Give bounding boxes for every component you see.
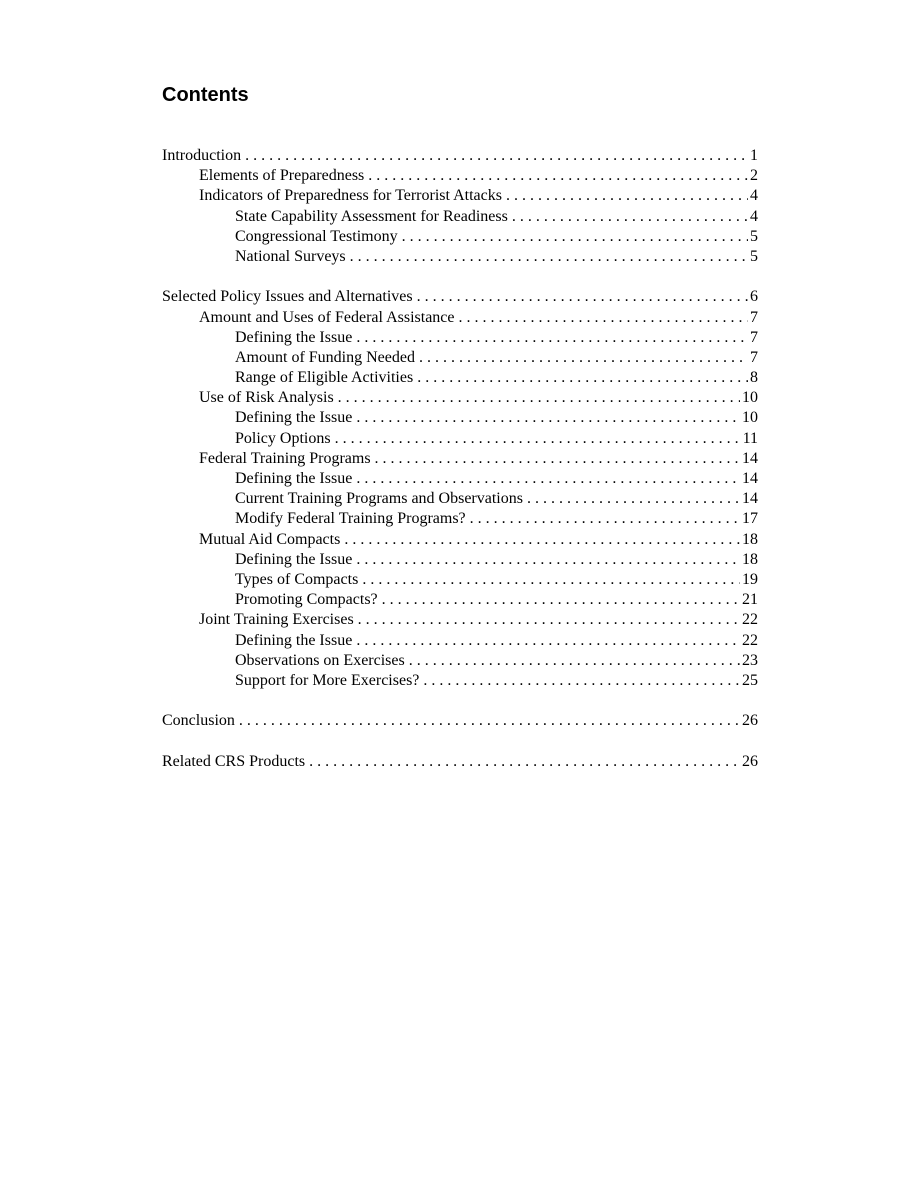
toc-section bbox=[162, 146, 758, 267]
toc-dot-leader bbox=[350, 247, 748, 267]
toc-dot-leader bbox=[245, 146, 748, 166]
toc-dot-leader bbox=[402, 227, 748, 247]
toc-entry[interactable] bbox=[162, 227, 758, 247]
toc-entry-title: Congressional Testimony bbox=[235, 227, 398, 245]
toc-entry[interactable] bbox=[162, 671, 758, 691]
toc-dot-leader bbox=[419, 348, 748, 368]
toc-page-number: 8 bbox=[750, 369, 758, 387]
toc-dot-leader bbox=[239, 711, 740, 731]
toc-entry-title: Amount of Funding Needed bbox=[235, 348, 415, 366]
toc-entry-title: Types of Compacts bbox=[235, 570, 359, 588]
toc-page-number: 11 bbox=[742, 429, 758, 447]
toc-page-number: 21 bbox=[742, 591, 758, 609]
toc-page-number: 26 bbox=[742, 712, 758, 730]
toc-page-number: 6 bbox=[750, 288, 758, 306]
toc-page-number: 14 bbox=[742, 470, 758, 487]
toc-section bbox=[162, 287, 758, 691]
toc-page-number: 26 bbox=[742, 752, 758, 770]
toc-dot-leader bbox=[358, 610, 740, 630]
toc-page-number: 10 bbox=[742, 389, 758, 407]
toc-dot-leader bbox=[309, 752, 740, 772]
toc-page-number: 7 bbox=[750, 328, 758, 346]
toc-dot-leader bbox=[409, 651, 740, 671]
toc-page-number: 10 bbox=[742, 409, 758, 427]
toc-page-number: 18 bbox=[742, 530, 758, 548]
toc-entry-title: Conclusion bbox=[162, 712, 235, 730]
toc-dot-leader bbox=[368, 166, 748, 186]
toc-entry[interactable] bbox=[162, 388, 758, 408]
toc-page-number: 2 bbox=[750, 167, 758, 185]
toc-dot-leader bbox=[375, 449, 740, 469]
toc-entry-title: Amount and Uses of Federal Assistance bbox=[199, 308, 455, 326]
toc-entry[interactable] bbox=[162, 186, 758, 206]
toc-page-number: 23 bbox=[742, 651, 758, 669]
toc-entry[interactable] bbox=[162, 631, 758, 651]
toc-dot-leader bbox=[382, 590, 740, 610]
toc-page-number: 22 bbox=[742, 631, 758, 649]
toc-page-number: 14 bbox=[742, 490, 758, 508]
toc-dot-leader bbox=[344, 530, 740, 550]
toc-entry[interactable] bbox=[162, 287, 758, 307]
toc-entry-title: State Capability Assessment for Readiness bbox=[235, 207, 508, 225]
page-title: Contents bbox=[162, 84, 249, 106]
toc-dot-leader bbox=[417, 287, 748, 307]
toc-dot-leader bbox=[338, 388, 740, 408]
toc-dot-leader bbox=[459, 308, 748, 328]
toc-dot-leader bbox=[527, 489, 740, 509]
toc-entry-title: Defining the Issue bbox=[235, 550, 353, 568]
toc-entry[interactable] bbox=[162, 651, 758, 671]
table-of-contents bbox=[162, 146, 758, 792]
toc-page-number: 4 bbox=[750, 207, 758, 225]
toc-entry-title: Current Training Programs and Observations bbox=[235, 490, 523, 508]
toc-entry[interactable] bbox=[162, 469, 758, 489]
toc-entry-title: Observations on Exercises bbox=[235, 651, 405, 669]
toc-entry-title: Range of Eligible Activities bbox=[235, 369, 414, 387]
toc-dot-leader bbox=[362, 570, 740, 590]
toc-page-number: 7 bbox=[750, 308, 758, 326]
toc-entry[interactable] bbox=[162, 449, 758, 469]
toc-entry[interactable] bbox=[162, 509, 758, 529]
toc-entry[interactable] bbox=[162, 711, 758, 731]
toc-entry-title: Mutual Aid Compacts bbox=[199, 530, 341, 548]
toc-entry-title: Related CRS Products bbox=[162, 752, 306, 770]
toc-entry[interactable] bbox=[162, 610, 758, 630]
toc-dot-leader bbox=[335, 429, 741, 449]
toc-page-number: 1 bbox=[750, 147, 758, 164]
toc-entry-title: Elements of Preparedness bbox=[199, 167, 365, 185]
toc-entry-title: Indicators of Preparedness for Terrorist Attacks bbox=[199, 187, 502, 205]
toc-entry-title: Defining the Issue bbox=[235, 631, 353, 649]
toc-entry[interactable] bbox=[162, 247, 758, 267]
toc-page-number: 17 bbox=[742, 510, 758, 528]
toc-entry-title: Defining the Issue bbox=[235, 328, 353, 346]
toc-entry-title: Federal Training Programs bbox=[199, 449, 371, 467]
toc-section bbox=[162, 752, 758, 772]
toc-dot-leader bbox=[470, 509, 740, 529]
toc-entry-title: Modify Federal Training Programs? bbox=[235, 510, 466, 528]
toc-page-number: 25 bbox=[742, 671, 758, 689]
toc-page-number: 5 bbox=[750, 227, 758, 245]
toc-entry-title: Promoting Compacts? bbox=[235, 591, 378, 609]
toc-entry-title: Selected Policy Issues and Alternatives bbox=[162, 288, 413, 306]
toc-page-number: 5 bbox=[750, 247, 758, 265]
toc-entry-title: Defining the Issue bbox=[235, 470, 353, 487]
toc-entry[interactable] bbox=[162, 368, 758, 388]
toc-entry[interactable] bbox=[162, 166, 758, 186]
toc-entry[interactable] bbox=[162, 308, 758, 328]
toc-page-number: 14 bbox=[742, 449, 758, 467]
toc-dot-leader bbox=[356, 408, 740, 428]
toc-entry[interactable] bbox=[162, 489, 758, 509]
toc-page-number: 18 bbox=[742, 550, 758, 568]
toc-entry[interactable] bbox=[162, 408, 758, 428]
toc-section bbox=[162, 711, 758, 731]
toc-dot-leader bbox=[356, 631, 740, 651]
toc-dot-leader bbox=[356, 469, 740, 489]
toc-entry[interactable] bbox=[162, 328, 758, 348]
toc-entry-title: Joint Training Exercises bbox=[199, 611, 354, 629]
toc-entry-title: Support for More Exercises? bbox=[235, 671, 420, 689]
toc-entry-title: Policy Options bbox=[235, 429, 331, 447]
toc-dot-leader bbox=[423, 671, 740, 691]
toc-entry[interactable] bbox=[162, 207, 758, 227]
toc-dot-leader bbox=[506, 186, 748, 206]
toc-entry[interactable] bbox=[162, 530, 758, 550]
toc-dot-leader bbox=[512, 207, 748, 227]
toc-entry-title: Defining the Issue bbox=[235, 409, 353, 427]
toc-page-number: 19 bbox=[742, 570, 758, 588]
toc-entry-title: National Surveys bbox=[235, 247, 346, 265]
toc-page-number: 22 bbox=[742, 611, 758, 629]
toc-entry[interactable] bbox=[162, 429, 758, 449]
toc-dot-leader bbox=[356, 328, 748, 348]
toc-page-number: 7 bbox=[750, 348, 758, 366]
toc-entry[interactable] bbox=[162, 146, 758, 166]
toc-entry[interactable] bbox=[162, 570, 758, 590]
toc-entry[interactable] bbox=[162, 590, 758, 610]
toc-page-number: 4 bbox=[750, 187, 758, 205]
toc-entry[interactable] bbox=[162, 752, 758, 772]
toc-dot-leader bbox=[417, 368, 748, 388]
toc-entry-title: Use of Risk Analysis bbox=[199, 389, 334, 407]
toc-entry[interactable] bbox=[162, 348, 758, 368]
toc-dot-leader bbox=[356, 550, 740, 570]
toc-entry-title: Introduction bbox=[162, 147, 242, 164]
toc-entry[interactable] bbox=[162, 550, 758, 570]
